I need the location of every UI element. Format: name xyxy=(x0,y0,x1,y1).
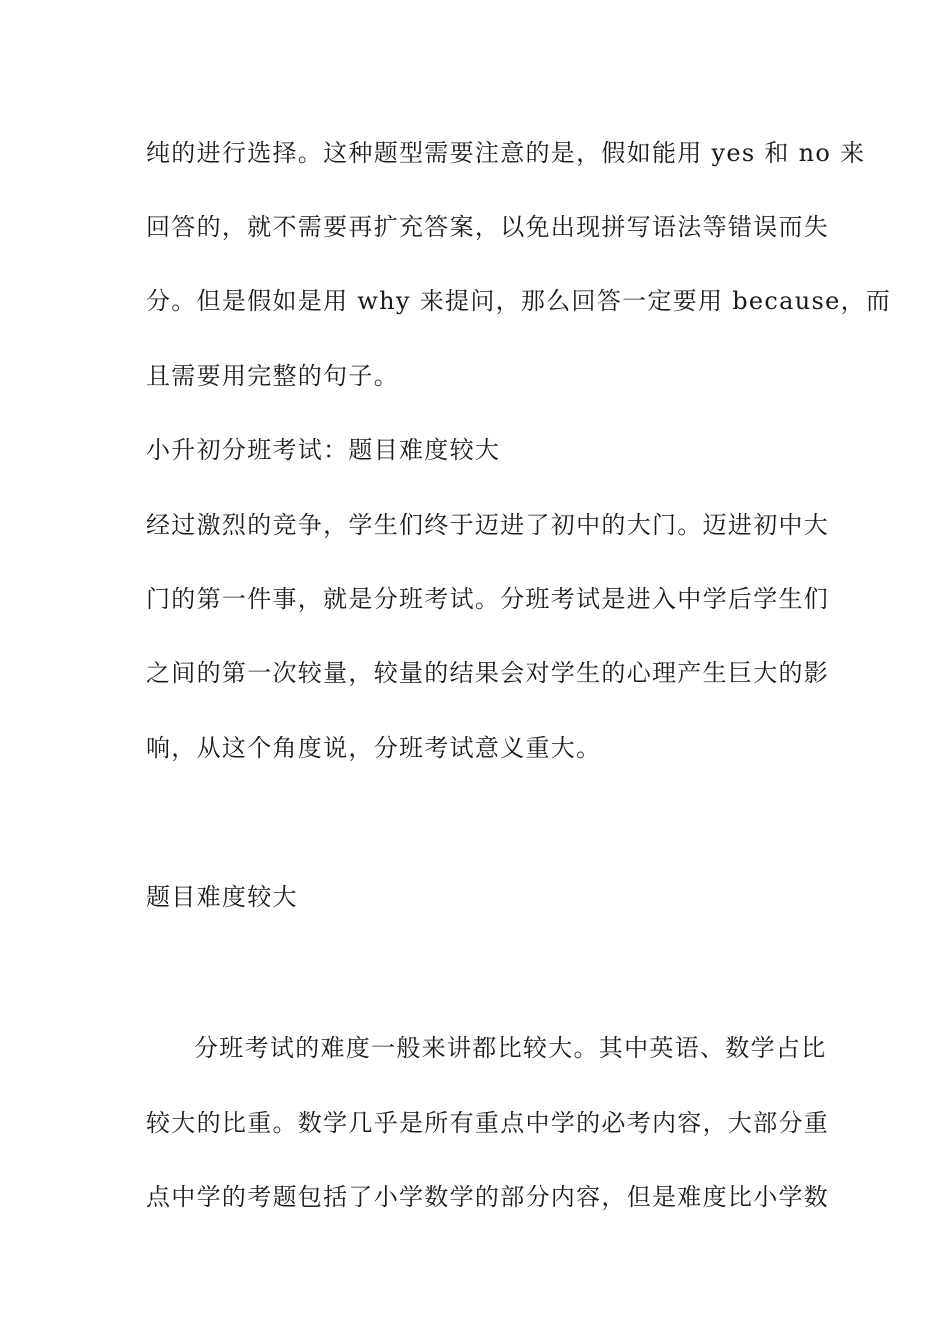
paragraph-1-line-2: 回答的，就不需要再扩充答案，以免出现拼写语法等错误而失 xyxy=(146,213,830,241)
subsection-heading: 题目难度较大 xyxy=(146,883,298,911)
paragraph-3-line-2: 较大的比重。数学几乎是所有重点中学的必考内容，大部分重 xyxy=(146,1109,830,1137)
paragraph-1-line-3: 分。但是假如是用 why 来提问，那么回答一定要用 because，而 xyxy=(146,287,892,315)
paragraph-3-line-3: 点中学的考题包括了小学数学的部分内容，但是难度比小学数 xyxy=(146,1183,830,1211)
paragraph-2-line-2: 门的第一件事，就是分班考试。分班考试是进入中学后学生们 xyxy=(146,585,830,613)
paragraph-3-line-1: 分班考试的难度一般来讲都比较大。其中英语、数学占比 xyxy=(194,1034,827,1062)
paragraph-2-line-3: 之间的第一次较量，较量的结果会对学生的心理产生巨大的影 xyxy=(146,659,830,687)
paragraph-1-line-1: 纯的进行选择。这种题型需要注意的是，假如能用 yes 和 no 来 xyxy=(146,139,866,167)
paragraph-1-line-4: 且需要用完整的句子。 xyxy=(146,362,399,390)
paragraph-2-line-1: 经过激烈的竞争，学生们终于迈进了初中的大门。迈进初中大 xyxy=(146,511,830,539)
section-heading: 小升初分班考试：题目难度较大 xyxy=(146,436,501,464)
paragraph-2-line-4: 响，从这个角度说，分班考试意义重大。 xyxy=(146,734,602,762)
